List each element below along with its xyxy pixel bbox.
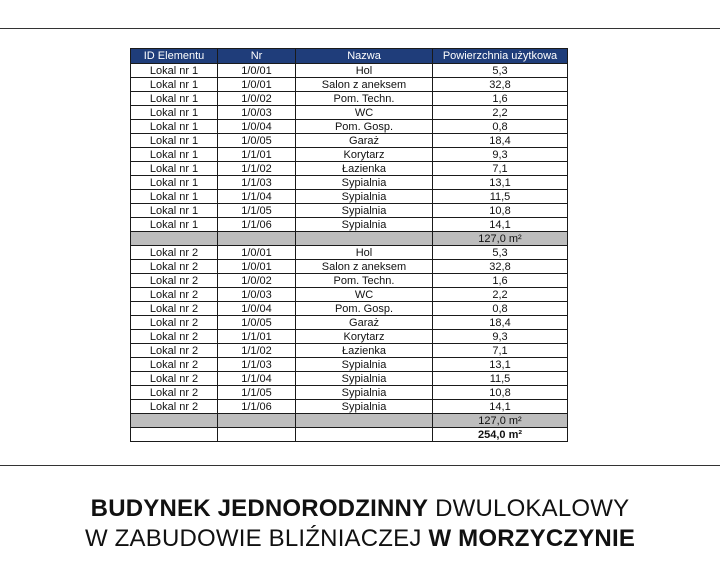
cell-area: 1,6	[433, 92, 568, 106]
cell-name: Sypialnia	[296, 190, 433, 204]
cell-nr: 1/1/05	[218, 386, 296, 400]
cell-nr: 1/1/05	[218, 204, 296, 218]
table-header-row	[131, 49, 568, 64]
cell-name: Sypialnia	[296, 386, 433, 400]
cell-area: 7,1	[433, 162, 568, 176]
table-row	[131, 78, 568, 92]
cell-nr: 1/1/03	[218, 176, 296, 190]
cell-name: Hol	[296, 246, 433, 260]
table-row	[131, 106, 568, 120]
table-row	[131, 120, 568, 134]
cell-name: WC	[296, 106, 433, 120]
table-row	[131, 162, 568, 176]
cell-area: 10,8	[433, 204, 568, 218]
table-row	[131, 218, 568, 232]
cell-id: Lokal nr 2	[131, 302, 218, 316]
header-id: ID Elementu	[131, 49, 218, 64]
cell-area: 18,4	[433, 316, 568, 330]
cell-id: Lokal nr 2	[131, 260, 218, 274]
cell-nr: 1/1/01	[218, 330, 296, 344]
table-row	[131, 246, 568, 260]
caption-line-2-bold: W MORZYCZYNIE	[428, 525, 636, 552]
header-nr: Nr	[218, 49, 296, 64]
table-row	[131, 358, 568, 372]
cell-name: Sypialnia	[296, 176, 433, 190]
table-row	[131, 386, 568, 400]
cell-area: 18,4	[433, 134, 568, 148]
cell-area: 11,5	[433, 372, 568, 386]
cell-id: Lokal nr 1	[131, 218, 218, 232]
subtotal-row	[131, 232, 568, 246]
cell-nr: 1/0/04	[218, 302, 296, 316]
table-row	[131, 302, 568, 316]
cell-id: Lokal nr 2	[131, 246, 218, 260]
cell-id: Lokal nr 2	[131, 358, 218, 372]
cell-id: Lokal nr 1	[131, 120, 218, 134]
table-row	[131, 260, 568, 274]
table-row	[131, 92, 568, 106]
cell-name: Sypialnia	[296, 358, 433, 372]
cell-id: Lokal nr 2	[131, 386, 218, 400]
cell-name: Łazienka	[296, 344, 433, 358]
table-row	[131, 148, 568, 162]
cell-nr: 1/0/05	[218, 134, 296, 148]
cell-nr: 1/0/03	[218, 288, 296, 302]
bottom-divider	[0, 465, 720, 466]
subtotal-empty-cell	[296, 414, 433, 428]
cell-name: Salon z aneksem	[296, 260, 433, 274]
cell-area: 7,1	[433, 344, 568, 358]
cell-id: Lokal nr 2	[131, 372, 218, 386]
table-row	[131, 288, 568, 302]
cell-nr: 1/0/01	[218, 246, 296, 260]
cell-name: Pom. Techn.	[296, 92, 433, 106]
subtotal-empty-cell	[218, 232, 296, 246]
total-empty-cell	[131, 428, 218, 442]
cell-area: 2,2	[433, 106, 568, 120]
cell-area: 32,8	[433, 260, 568, 274]
total-value: 254,0 m²	[433, 428, 568, 442]
table-row	[131, 134, 568, 148]
cell-nr: 1/1/01	[218, 148, 296, 162]
subtotal-empty-cell	[131, 414, 218, 428]
table-row	[131, 316, 568, 330]
table-row	[131, 372, 568, 386]
caption-line-1-rest: DWULOKALOWY	[428, 495, 630, 522]
cell-name: Korytarz	[296, 330, 433, 344]
cell-nr: 1/1/02	[218, 344, 296, 358]
cell-nr: 1/1/06	[218, 218, 296, 232]
cell-area: 0,8	[433, 302, 568, 316]
table-row	[131, 176, 568, 190]
cell-id: Lokal nr 1	[131, 190, 218, 204]
table-row	[131, 64, 568, 78]
total-empty-cell	[218, 428, 296, 442]
cell-nr: 1/0/01	[218, 64, 296, 78]
cell-area: 1,6	[433, 274, 568, 288]
cell-name: Korytarz	[296, 148, 433, 162]
cell-id: Lokal nr 1	[131, 64, 218, 78]
cell-nr: 1/0/02	[218, 274, 296, 288]
table-row	[131, 400, 568, 414]
cell-id: Lokal nr 2	[131, 400, 218, 414]
cell-id: Lokal nr 2	[131, 330, 218, 344]
subtotal-empty-cell	[296, 232, 433, 246]
cell-nr: 1/0/05	[218, 316, 296, 330]
cell-nr: 1/0/01	[218, 78, 296, 92]
cell-nr: 1/0/03	[218, 106, 296, 120]
cell-nr: 1/1/06	[218, 400, 296, 414]
cell-id: Lokal nr 2	[131, 316, 218, 330]
table-body	[131, 64, 568, 442]
cell-area: 9,3	[433, 330, 568, 344]
cell-id: Lokal nr 2	[131, 344, 218, 358]
cell-area: 14,1	[433, 400, 568, 414]
header-area: Powierzchnia użytkowa	[433, 49, 568, 64]
caption-line-2-rest: W ZABUDOWIE BLIŹNIACZEJ	[84, 525, 429, 552]
cell-id: Lokal nr 1	[131, 134, 218, 148]
subtotal-empty-cell	[218, 414, 296, 428]
header-name: Nazwa	[296, 49, 433, 64]
cell-nr: 1/1/03	[218, 358, 296, 372]
cell-id: Lokal nr 2	[131, 274, 218, 288]
subtotal-empty-cell	[131, 232, 218, 246]
cell-name: Pom. Gosp.	[296, 302, 433, 316]
cell-id: Lokal nr 2	[131, 288, 218, 302]
cell-area: 13,1	[433, 358, 568, 372]
cell-area: 2,2	[433, 288, 568, 302]
cell-name: Pom. Techn.	[296, 274, 433, 288]
cell-area: 0,8	[433, 120, 568, 134]
cell-nr: 1/1/04	[218, 190, 296, 204]
cell-nr: 1/1/04	[218, 372, 296, 386]
cell-name: Sypialnia	[296, 204, 433, 218]
cell-area: 5,3	[433, 246, 568, 260]
caption-line-2	[0, 524, 720, 554]
cell-id: Lokal nr 1	[131, 204, 218, 218]
cell-name: Łazienka	[296, 162, 433, 176]
cell-name: Salon z aneksem	[296, 78, 433, 92]
subtotal-value: 127,0 m²	[433, 414, 568, 428]
cell-id: Lokal nr 1	[131, 106, 218, 120]
table-row	[131, 344, 568, 358]
caption-line-1	[0, 494, 720, 524]
cell-nr: 1/0/01	[218, 260, 296, 274]
cell-name: Sypialnia	[296, 372, 433, 386]
subtotal-value: 127,0 m²	[433, 232, 568, 246]
area-table	[130, 48, 568, 442]
cell-name: Sypialnia	[296, 218, 433, 232]
cell-nr: 1/0/04	[218, 120, 296, 134]
cell-area: 32,8	[433, 78, 568, 92]
top-divider	[0, 28, 720, 29]
cell-name: Garaż	[296, 316, 433, 330]
cell-area: 14,1	[433, 218, 568, 232]
cell-area: 5,3	[433, 64, 568, 78]
cell-id: Lokal nr 1	[131, 162, 218, 176]
subtotal-row	[131, 414, 568, 428]
cell-area: 11,5	[433, 190, 568, 204]
caption-line-1-bold: BUDYNEK JEDNORODZINNY	[90, 495, 429, 522]
cell-area: 9,3	[433, 148, 568, 162]
cell-id: Lokal nr 1	[131, 176, 218, 190]
cell-id: Lokal nr 1	[131, 78, 218, 92]
cell-name: WC	[296, 288, 433, 302]
table-row	[131, 190, 568, 204]
total-row	[131, 428, 568, 442]
table-row	[131, 330, 568, 344]
table-row	[131, 274, 568, 288]
cell-name: Pom. Gosp.	[296, 120, 433, 134]
cell-nr: 1/0/02	[218, 92, 296, 106]
cell-id: Lokal nr 1	[131, 148, 218, 162]
cell-name: Hol	[296, 64, 433, 78]
cell-nr: 1/1/02	[218, 162, 296, 176]
cell-name: Garaż	[296, 134, 433, 148]
cell-area: 10,8	[433, 386, 568, 400]
cell-name: Sypialnia	[296, 400, 433, 414]
cell-area: 13,1	[433, 176, 568, 190]
table-row	[131, 204, 568, 218]
cell-id: Lokal nr 1	[131, 92, 218, 106]
total-empty-cell	[296, 428, 433, 442]
